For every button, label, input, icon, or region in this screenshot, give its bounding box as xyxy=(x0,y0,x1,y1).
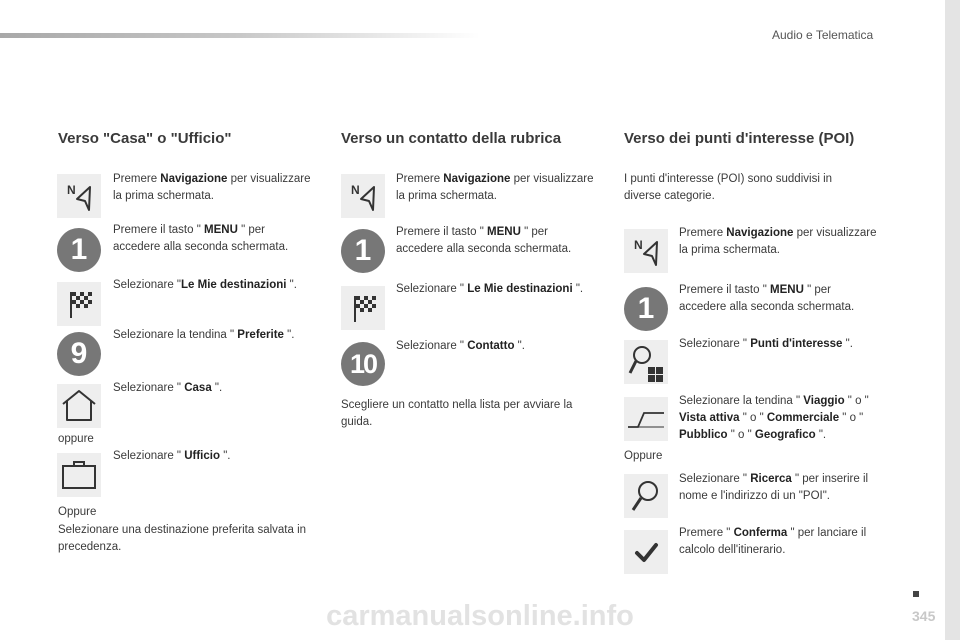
col3-title: Verso dei punti d'interesse (POI) xyxy=(624,130,855,147)
col1-step1-post: per visualizzare la prima schermata. xyxy=(113,173,311,202)
col1-title: Verso "Casa" o "Ufficio" xyxy=(58,130,232,147)
col3-step1-post: per visualizzare la prima schermata. xyxy=(679,227,877,256)
col3-step3-pre: Selezionare " xyxy=(679,338,751,350)
col2-step1-bold: Navigazione xyxy=(443,173,511,185)
header-decor-bar xyxy=(0,33,480,38)
col3-step5-pre: Selezionare " xyxy=(679,473,751,485)
checkmark-icon xyxy=(624,530,668,574)
col1-step4-post: ". xyxy=(283,329,295,341)
step-number-badge: 1 xyxy=(624,287,668,331)
col3-step6-pre: Premere " xyxy=(679,527,734,539)
col1-step4-pre: Selezionare la tendina " xyxy=(113,329,238,341)
col1-step2-text xyxy=(113,222,313,256)
col1-step2-pre: Premere il tasto " xyxy=(113,224,205,236)
col1-oppure-text: Oppure xyxy=(58,506,97,518)
col2-step2-pre: Premere il tasto " xyxy=(396,226,488,238)
step-number-badge: 1 xyxy=(57,228,101,272)
col3-step4-m1: " o " xyxy=(844,395,869,407)
col3-step3-text xyxy=(679,336,889,353)
col3-step2-post: " per accedere alla seconda schermata. xyxy=(679,284,855,313)
col3-step1-bold: Navigazione xyxy=(726,227,794,239)
col2-step1-post: per visualizzare la prima schermata. xyxy=(396,173,594,202)
col1-step5-bold: Casa xyxy=(184,382,212,394)
col1-or-text: oppure xyxy=(58,433,94,445)
col1-step6-post: ". xyxy=(220,450,231,462)
col2-step1-pre: Premere xyxy=(396,173,444,185)
col3-or-text: Oppure xyxy=(624,450,663,462)
col3-step2-pre: Premere il tasto " xyxy=(679,284,771,296)
col3-step4-pre: Selezionare la tendina " xyxy=(679,395,804,407)
col2-title: Verso un contatto della rubrica xyxy=(341,130,562,147)
col2-step2-bold: MENU xyxy=(487,226,521,238)
col3-step4-b2: Vista attiva xyxy=(679,412,740,424)
col1-step5-post: ". xyxy=(211,382,223,394)
col3-step4-b1: Viaggio xyxy=(803,395,845,407)
col3-step4-m3: " o " xyxy=(839,412,864,424)
svg-text:N: N xyxy=(634,238,643,252)
col3-step4-m4: " o " xyxy=(727,429,755,441)
col1-step6-text xyxy=(113,448,313,465)
col2-step2-post: " per accedere alla seconda schermata. xyxy=(396,226,572,255)
watermark: carmanualsonline.info xyxy=(326,600,634,632)
col2-step3-post: ". xyxy=(572,283,584,295)
col1-step2-bold: MENU xyxy=(204,224,238,236)
navigation-icon xyxy=(57,174,101,218)
col3-step6-bold: Conferma xyxy=(733,527,788,539)
briefcase-icon xyxy=(57,453,101,497)
page-number: 345 xyxy=(912,608,936,624)
navigation-icon xyxy=(341,174,385,218)
col3-step6-text xyxy=(679,525,889,559)
col2-step4-post: ". xyxy=(514,340,525,352)
col3-step4-b3: Commerciale xyxy=(766,412,840,424)
col3-step5-bold: Ricerca xyxy=(750,473,792,485)
page-edge-strip xyxy=(945,0,960,640)
col3-intro-text: I punti d'interesse (POI) sono suddivisi in diverse categorie. xyxy=(624,173,833,202)
col2-step3-text xyxy=(396,281,611,298)
poi-search-icon xyxy=(624,340,668,384)
col1-step4-bold: Preferite xyxy=(237,329,284,341)
col1-step5-pre: Selezionare " xyxy=(113,382,185,394)
col2-final-text: Scegliere un contatto nella lista per avviare la guida. xyxy=(341,399,573,428)
col1-step5-text xyxy=(113,380,313,397)
col2-step4-text xyxy=(396,338,596,355)
col3-step2-bold: MENU xyxy=(770,284,804,296)
col3-step3-post: ". xyxy=(842,338,853,350)
svg-text:N: N xyxy=(351,183,360,197)
col3-step1-text xyxy=(679,225,879,259)
col1-step2-post: " per accedere alla seconda schermata. xyxy=(113,224,289,253)
col3-step6-post: " per lanciare il calcolo dell'itinerario. xyxy=(679,527,867,556)
col1-step4-text xyxy=(113,327,323,344)
col1-step6-bold: Ufficio xyxy=(184,450,220,462)
col2-step4-bold: Contatto xyxy=(467,340,515,352)
checkered-flag-icon xyxy=(57,282,101,326)
step-number-badge: 9 xyxy=(57,332,101,376)
col3-step1-pre: Premere xyxy=(679,227,727,239)
col3-step4-post: ". xyxy=(815,429,827,441)
col1-step1-pre: Premere xyxy=(113,173,161,185)
svg-text:N: N xyxy=(67,183,76,197)
category-tab-icon xyxy=(624,397,668,441)
col2-step3-bold: Le Mie destinazioni xyxy=(467,283,573,295)
col1-step3-pre: Selezionare " xyxy=(113,279,182,291)
col1-step3-post: ". xyxy=(286,279,297,291)
col1-step1-text xyxy=(113,171,313,205)
col2-step3-pre: Selezionare " xyxy=(396,283,468,295)
col3-step3-bold: Punti d'interesse xyxy=(750,338,843,350)
step-number-badge: 1 xyxy=(341,229,385,273)
col1-step3-text xyxy=(113,277,323,294)
col3-step4-text xyxy=(679,393,889,444)
navigation-icon xyxy=(624,229,668,273)
col3-step4-b4: Pubblico xyxy=(679,429,728,441)
col1-step3-bold: Le Mie destinazioni xyxy=(181,279,287,291)
col1-final-text: Selezionare una destinazione preferita salvata in precedenza. xyxy=(58,524,307,553)
col2-step2-text xyxy=(396,224,596,258)
col2-step1-text xyxy=(396,171,596,205)
home-icon xyxy=(57,384,101,428)
col3-step2-text xyxy=(679,282,879,316)
col2-step4-pre: Selezionare " xyxy=(396,340,468,352)
search-icon xyxy=(624,474,668,518)
col1-step6-pre: Selezionare " xyxy=(113,450,185,462)
col3-step4-b5: Geografico xyxy=(754,429,816,441)
section-title: Audio e Telematica xyxy=(772,28,874,42)
col3-step4-m2: " o " xyxy=(739,412,767,424)
step-number-badge: 10 xyxy=(341,342,385,386)
col1-step1-bold: Navigazione xyxy=(160,173,228,185)
page-marker xyxy=(913,591,919,597)
checkered-flag-icon xyxy=(341,286,385,330)
col3-step5-text xyxy=(679,471,889,505)
col3-step5-post: " per inserire il nome e l'indirizzo di un "POI". xyxy=(679,473,869,502)
